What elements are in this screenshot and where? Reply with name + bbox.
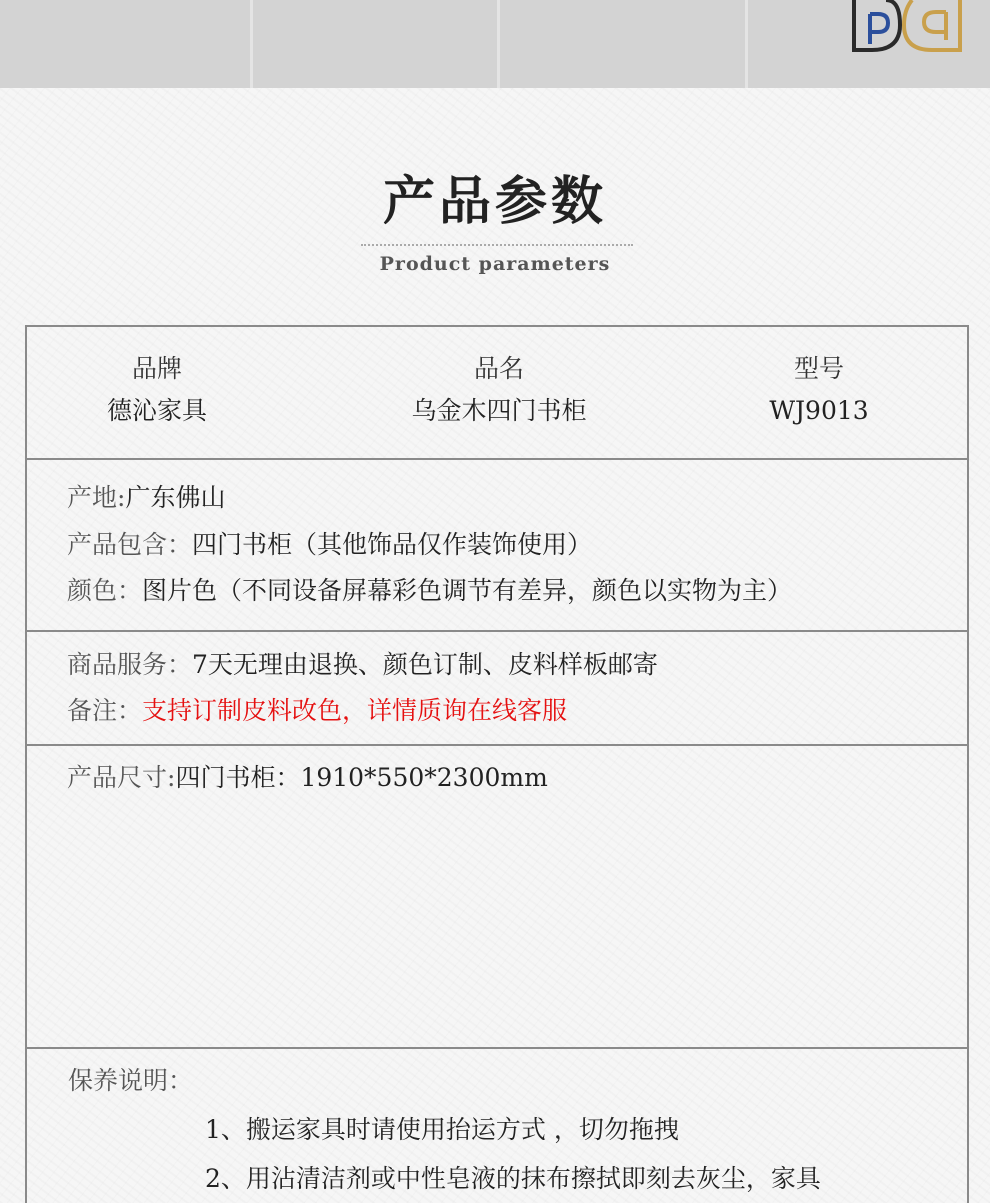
- spec-name-label: 品名: [473, 354, 524, 383]
- care-item: 2、用沾清洁剂或中性皂液的抹布擦拭即刻去灰尘，家具: [205, 1164, 821, 1193]
- page-title: 产品参数: [382, 172, 607, 232]
- row-divider: [27, 630, 967, 632]
- row-divider: [27, 744, 967, 746]
- spec-note: [67, 693, 567, 729]
- care-item: 1、搬运家具时请使用抬运方式 ，切勿拖拽: [205, 1115, 679, 1144]
- dp-brand-logo-icon[interactable]: [850, 0, 966, 56]
- spec-model-value: WJ9013: [769, 396, 869, 425]
- spec-service: [67, 647, 658, 683]
- spec-color-label: 颜色：: [67, 576, 143, 605]
- spec-service-value: 7天无理由退换、颜色订制、皮料样板邮寄: [192, 650, 658, 679]
- spec-brand-label: 品牌: [131, 354, 182, 383]
- spec-model: [689, 351, 949, 429]
- band-divider: [745, 0, 748, 88]
- band-divider: [497, 0, 500, 88]
- spec-size: [67, 760, 548, 796]
- spec-brand-value: 德沁家具: [106, 396, 207, 425]
- spec-name: [369, 351, 629, 429]
- spec-origin-value: 广东佛山: [125, 483, 226, 512]
- spec-size-label: 产品尺寸:: [67, 763, 176, 792]
- spec-package: [67, 527, 592, 563]
- spec-color: [67, 573, 792, 609]
- spec-package-label: 产品包含：: [67, 530, 193, 559]
- spec-note-value: 支持订制皮料改色，详情质询在线客服: [142, 696, 568, 725]
- page-subtitle: Product parameters: [379, 253, 611, 275]
- spec-color-value: 图片色（不同设备屏幕彩色调节有差异，颜色以实物为主）: [142, 576, 793, 605]
- spec-size-value: 四门书柜：1910*550*2300mm: [175, 763, 548, 792]
- band-divider: [250, 0, 253, 88]
- spec-package-value: 四门书柜（其他饰品仅作装饰使用）: [192, 530, 593, 559]
- care-title: 保养说明：: [68, 1066, 194, 1095]
- header-band: [0, 0, 990, 88]
- spec-brand: [27, 351, 287, 429]
- title-divider: [361, 244, 633, 246]
- spec-name-value: 乌金木四门书柜: [411, 396, 587, 425]
- row-divider: [27, 458, 967, 460]
- spec-model-label: 型号: [793, 354, 844, 383]
- spec-note-label: 备注：: [67, 696, 143, 725]
- spec-origin: [67, 480, 225, 516]
- spec-service-label: 商品服务：: [67, 650, 193, 679]
- spec-origin-label: 产地:: [67, 483, 126, 512]
- row-divider: [27, 1047, 967, 1049]
